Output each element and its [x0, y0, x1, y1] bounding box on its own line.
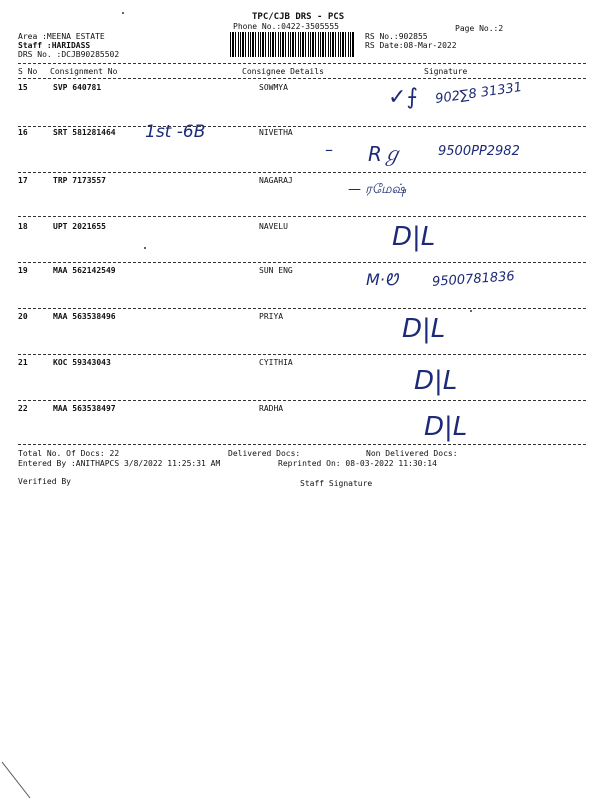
row-consignee: SOWMYA	[259, 83, 288, 92]
scan-speck	[122, 12, 124, 14]
row-consignee: SUN ENG	[259, 266, 293, 275]
non-delivered-docs: Non Delivered Docs:	[366, 449, 458, 458]
row-handwriting: 902∑8 31331	[434, 79, 523, 108]
row-handwriting: D|L	[414, 366, 458, 396]
signature-mark: Rℊ	[368, 142, 402, 166]
row-handwriting: D|L	[402, 314, 446, 344]
row-consignee: PRIYA	[259, 312, 284, 321]
row-sno: 20	[18, 312, 28, 321]
rs-date: RS Date:08-Mar-2022	[365, 41, 457, 50]
barcode	[230, 32, 355, 57]
row-consignment: UPT 2021655	[53, 222, 106, 231]
row-divider	[18, 172, 586, 173]
row-consignment: KOC 59343043	[53, 358, 111, 367]
row-sno: 17	[18, 176, 28, 185]
scan-edge-mark	[0, 760, 40, 800]
delivered-docs: Delivered Docs:	[228, 449, 301, 458]
row-sno: 15	[18, 83, 28, 92]
reprinted-on: Reprinted On: 08-03-2022 11:30:14	[278, 459, 437, 468]
column-signature: Signature	[424, 67, 468, 76]
row-consignee: NAVELU	[259, 222, 288, 231]
row-consignment: SRT 581281464	[53, 128, 116, 137]
footer-divider	[18, 444, 586, 445]
row-consignee: NIVETHA	[259, 128, 293, 137]
row-consignee: NAGARAJ	[259, 176, 293, 185]
row-sno: 22	[18, 404, 28, 413]
row-sno: 19	[18, 266, 28, 275]
row-consignment: TRP 7173557	[53, 176, 106, 185]
row-consignee: RADHA	[259, 404, 284, 413]
row-divider	[18, 308, 586, 309]
column-divider	[18, 78, 586, 79]
row-consignment: SVP 640781	[53, 83, 102, 92]
drs-number: DRS No. :DCJB90285502	[18, 50, 120, 59]
row-handwriting: 9500781836	[431, 269, 516, 290]
row-sno: 16	[18, 128, 28, 137]
row-handwriting: 9500PP2982	[438, 144, 520, 159]
column-consignee: Consignee Details	[242, 67, 324, 76]
dash-mark: –	[325, 140, 333, 159]
row-consignment: MAA 563538497	[53, 404, 116, 413]
document-title: TPC/CJB DRS - PCS	[252, 12, 345, 22]
row-divider	[18, 126, 586, 127]
entered-by: Entered By :ANITHAPCS 3/8/2022 11:25:31 AM	[18, 459, 221, 468]
row-divider	[18, 262, 586, 263]
header-divider	[18, 63, 586, 64]
signature-mark: M·Ꮼ	[366, 270, 398, 289]
staff-label: Staff :HARIDASS	[18, 41, 91, 50]
page-number: Page No.:2	[455, 24, 504, 33]
row-divider	[18, 216, 586, 217]
signature-mark: ✓⨍	[388, 85, 418, 110]
row-divider	[18, 354, 586, 355]
row-divider	[18, 400, 586, 401]
rs-number: RS No.:902855	[365, 32, 428, 41]
row-handwriting: — ரமேஷ்	[348, 182, 407, 197]
row-consignment: MAA 562142549	[53, 266, 116, 275]
row-consignee: CYITHIA	[259, 358, 293, 367]
row-handwriting: D|L	[424, 412, 468, 442]
row-sno: 18	[18, 222, 28, 231]
row-handwriting: D|L	[392, 222, 436, 252]
column-sno: S No	[18, 67, 38, 76]
verified-by: Verified By	[18, 477, 71, 486]
total-docs: Total No. Of Docs: 22	[18, 449, 120, 458]
phone-number: Phone No.:0422-3505555	[233, 22, 339, 31]
row-sno: 21	[18, 358, 28, 367]
scan-speck	[470, 310, 472, 312]
column-consignment: Consignment No	[50, 67, 118, 76]
staff-signature: Staff Signature	[300, 479, 373, 488]
row-note: 1st -6B	[145, 122, 206, 142]
area-label: Area :MEENA ESTATE	[18, 32, 105, 41]
scan-speck	[144, 247, 146, 249]
row-consignment: MAA 563538496	[53, 312, 116, 321]
